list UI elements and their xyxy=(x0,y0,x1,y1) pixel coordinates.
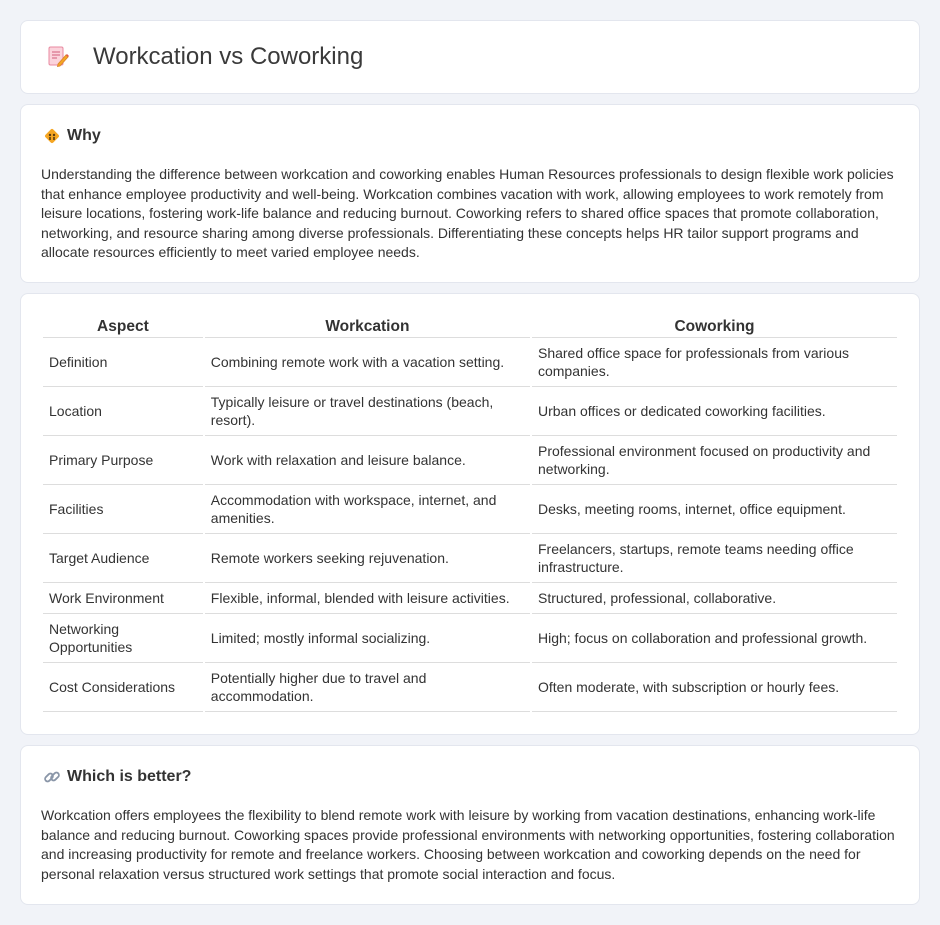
table-row xyxy=(43,614,897,663)
table-cell: Facilities xyxy=(43,485,203,534)
table-row xyxy=(43,485,897,534)
table-row xyxy=(43,436,897,485)
table-cell: Shared office space for professionals from various companies. xyxy=(532,338,897,387)
table-cell: Potentially higher due to travel and accommodation. xyxy=(205,663,530,712)
table-row xyxy=(43,387,897,436)
table-row xyxy=(43,663,897,712)
table-cell: Cost Considerations xyxy=(43,663,203,712)
table-cell: Urban offices or dedicated coworking facilities. xyxy=(532,387,897,436)
table-cell: Work with relaxation and leisure balance. xyxy=(205,436,530,485)
table-cell: Often moderate, with subscription or hourly fees. xyxy=(532,663,897,712)
why-section xyxy=(20,104,920,283)
table-cell: Limited; mostly informal socializing. xyxy=(205,614,530,663)
table-cell: Target Audience xyxy=(43,534,203,583)
header-workcation: Workcation xyxy=(205,314,530,338)
table-cell: Desks, meeting rooms, internet, office equipment. xyxy=(532,485,897,534)
why-text: Understanding the difference between workcation and coworking enables Human Resources professionals to design flexible work policies that enhance employee productivity and well-being. Workcation combines vacation with work, allowing employees to work remotely from leisure locations, fostering work-life balance and reducing burnout. Coworking refers to shared office spaces that promote collaboration, networking, and resource sharing among diverse professionals. Differentiating these concepts helps HR tailor support programs and allocate resources efficiently to meet varied employee needs. xyxy=(41,166,894,261)
table-cell: Professional environment focused on productivity and networking. xyxy=(532,436,897,485)
comparison-table xyxy=(41,314,899,712)
table-cell: Remote workers seeking rejuvenation. xyxy=(205,534,530,583)
table-cell: Work Environment xyxy=(43,583,203,614)
table-cell: Freelancers, startups, remote teams needing office infrastructure. xyxy=(532,534,897,583)
header-coworking: Coworking xyxy=(532,314,897,338)
table-cell: High; focus on collaboration and professional growth. xyxy=(532,614,897,663)
table-row xyxy=(43,583,897,614)
comparison-card xyxy=(20,293,920,735)
table-cell: Definition xyxy=(43,338,203,387)
table-cell: Networking Opportunities xyxy=(43,614,203,663)
table-cell: Accommodation with workspace, internet, and amenities. xyxy=(205,485,530,534)
table-cell: Structured, professional, collaborative. xyxy=(532,583,897,614)
table-header-row xyxy=(43,314,897,338)
table-cell: Location xyxy=(43,387,203,436)
page-title: Workcation vs Coworking xyxy=(93,43,364,70)
better-heading: Which is better? xyxy=(67,768,192,785)
warning-diamond-icon xyxy=(43,127,61,145)
document-pencil-icon xyxy=(47,45,69,69)
table-row xyxy=(43,534,897,583)
better-text: Workcation offers employees the flexibility to blend remote work with leisure by working from vacation destinations, enhancing work-life balance and reducing burnout. Coworking spaces provide professional environments with networking opportunities, fostering collaboration and increasing productivity for remote and freelance workers. Choosing between workcation and coworking depends on the need for personal relaxation versus structured work settings that promote social interaction and focus. xyxy=(41,807,895,882)
why-heading: Why xyxy=(67,127,101,144)
table-cell: Combining remote work with a vacation setting. xyxy=(205,338,530,387)
header-aspect: Aspect xyxy=(43,314,203,338)
table-cell: Typically leisure or travel destinations (beach, resort). xyxy=(205,387,530,436)
table-row xyxy=(43,338,897,387)
which-is-better-section xyxy=(20,745,920,905)
table-cell: Flexible, informal, blended with leisure activities. xyxy=(205,583,530,614)
link-icon xyxy=(43,768,61,786)
table-cell: Primary Purpose xyxy=(43,436,203,485)
title-card xyxy=(20,20,920,94)
